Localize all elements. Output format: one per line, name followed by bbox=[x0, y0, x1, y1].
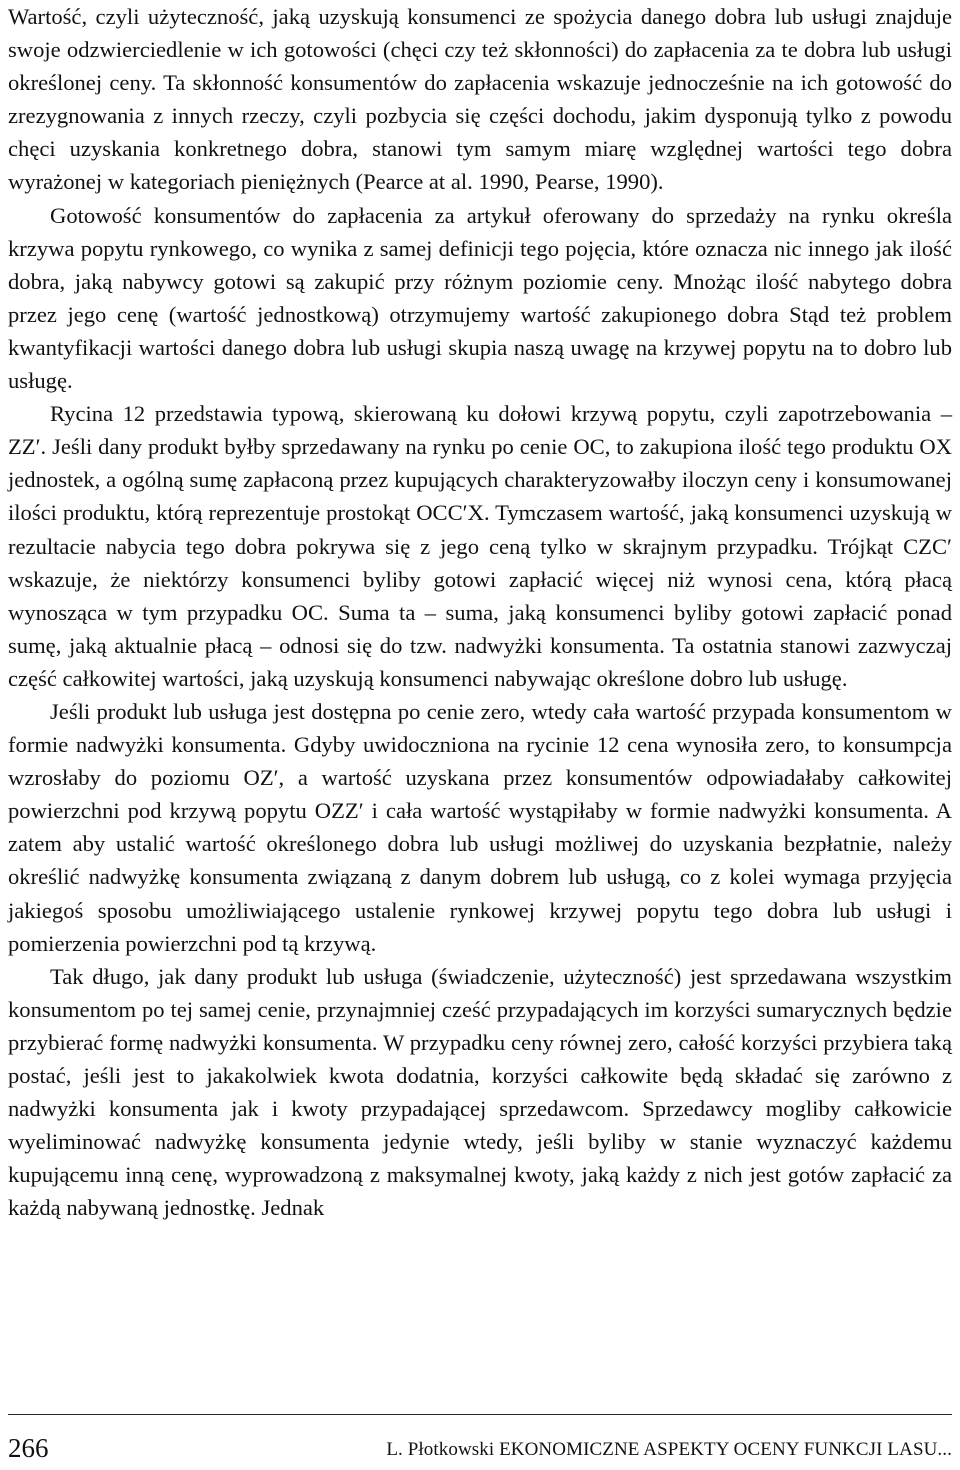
body-text bbox=[8, 0, 952, 1224]
paragraph-5: Tak długo, jak dany produkt lub usługa (świadczenie, użyteczność) jest sprzedawana wszystkim konsumentom po tej samej cenie, przynajmniej cześć przypadających im korzyści sumarycznych będzie przybierać formę nadwyżki konsumenta. W przypadku ceny równej zero, całość korzyści przybiera taką postać, jeśli jest to jakakolwiek kwota dodatnia, korzyści całkowite będą składać się zarówno z nadwyżki konsumenta jak i kwoty przypadającej sprzedawcom. Sprzedawcy mogliby całkowicie wyeliminować nadwyżkę konsumenta jedynie wtedy, jeśli byliby w stanie wyznaczyć każdemu kupującemu inną cenę, wyprowadzoną z maksymalnej kwoty, jaką każdy z nich jest gotów zapłacić za każdą nabywaną jednostkę. Jednak bbox=[8, 963, 952, 1221]
page-number: 266 bbox=[8, 1433, 49, 1463]
running-title: L. Płotkowski EKONOMICZNE ASPEKTY OCENY FUNKCJI LASU... bbox=[386, 1439, 952, 1460]
paragraph-4: Jeśli produkt lub usługa jest dostępna po cenie zero, wtedy cała wartość przypada konsumentom w formie nadwyżki konsumenta. Gdyby uwidoczniona na rycinie 12 cena wynosiła zero, to konsumpcja wzrosłaby do poziomu OZ′, a wartość uzyskana przez konsumentów odpowiadałaby całkowitej powierzchni pod krzywą popytu OZZ′ i cała wartość wystąpiłaby w formie nadwyżki konsumenta. A zatem aby ustalić wartość określonego dobra lub usługi możliwej do uzyskania bezpłatnie, należy określić nadwyżkę konsumenta związaną z danym dobrem lub usługą, co z kolei wymaga przyjęcia jakiegoś sposobu umożliwiającego ustalenie rynkowej krzywej popytu tego dobra lub usługi i pomierzenia powierzchni pod tą krzywą. bbox=[8, 698, 952, 956]
paragraph-3: Rycina 12 przedstawia typową, skierowaną ku dołowi krzywą popytu, czyli zapotrzebowania – ZZ′. Jeśli dany produkt byłby sprzedawany na rynku po cenie OC, to zakupiona ilość tego produktu OX jednostek, a ogólną sumę zapłaconą przez kupujących charakteryzowałby iloczyn ceny i konsumowanej ilości produktu, którą reprezentuje prostokąt OCC′X. Tymczasem wartość, jaką konsumenci uzyskują w rezultacie nabycia tego dobra pokrywa się z jego ceną tylko w skrajnym przypadku. Trójkąt CZC′ wskazuje, że niektórzy konsumenci byliby gotowi zapłacić więcej niż wynosi cena, którą płacą wynosząca w tym przypadku OC. Suma ta – suma, jaką konsumenci byliby gotowi zapłacić ponad sumę, jaką aktualnie płacą – odnosi się do tzw. nadwyżki konsumenta. Ta ostatnia stanowi zazwyczaj część całkowitej wartości, jaką uzyskują konsumenci nabywając określone dobro lub usługę. bbox=[8, 401, 952, 691]
footer-divider bbox=[8, 1414, 952, 1415]
paragraph-2: Gotowość konsumentów do zapłacenia za artykuł oferowany do sprzedaży na rynku określa krzywa popytu rynkowego, co wynika z samej definicji tego pojęcia, które oznacza nic innego jak ilość dobra, jaką nabywcy gotowi są zakupić przy różnym poziomie ceny. Mnożąc ilość nabytego dobra przez jego cenę (wartość jednostkową) otrzymujemy wartość zakupionego dobra Stąd też problem kwantyfikacji wartości danego dobra lub usługi skupia naszą uwagę na krzywej popytu na to dobro lub usługę. bbox=[8, 202, 952, 394]
page-footer bbox=[8, 1424, 952, 1468]
page-body bbox=[8, 0, 952, 1224]
paragraph-1: Wartość, czyli użyteczność, jaką uzyskują konsumenci ze spożycia danego dobra lub usługi znajduje swoje odzwierciedlenie w ich gotowości (chęci czy też skłonności) do zapłacenia za te dobra lub usługi określonej ceny. Ta skłonność konsumentów do zapłacenia wskazuje jednocześnie na ich gotowość do zrezygnowania z innych rzeczy, czyli pozbycia się części dochodu, jakim dysponują tylko z powodu chęci uzyskania konkretnego dobra, stanowi tym samym miarę względnej wartości tego dobra wyrażonej w kategoriach pieniężnych (Pearce at al. 1990, Pearse, 1990). bbox=[8, 4, 952, 195]
